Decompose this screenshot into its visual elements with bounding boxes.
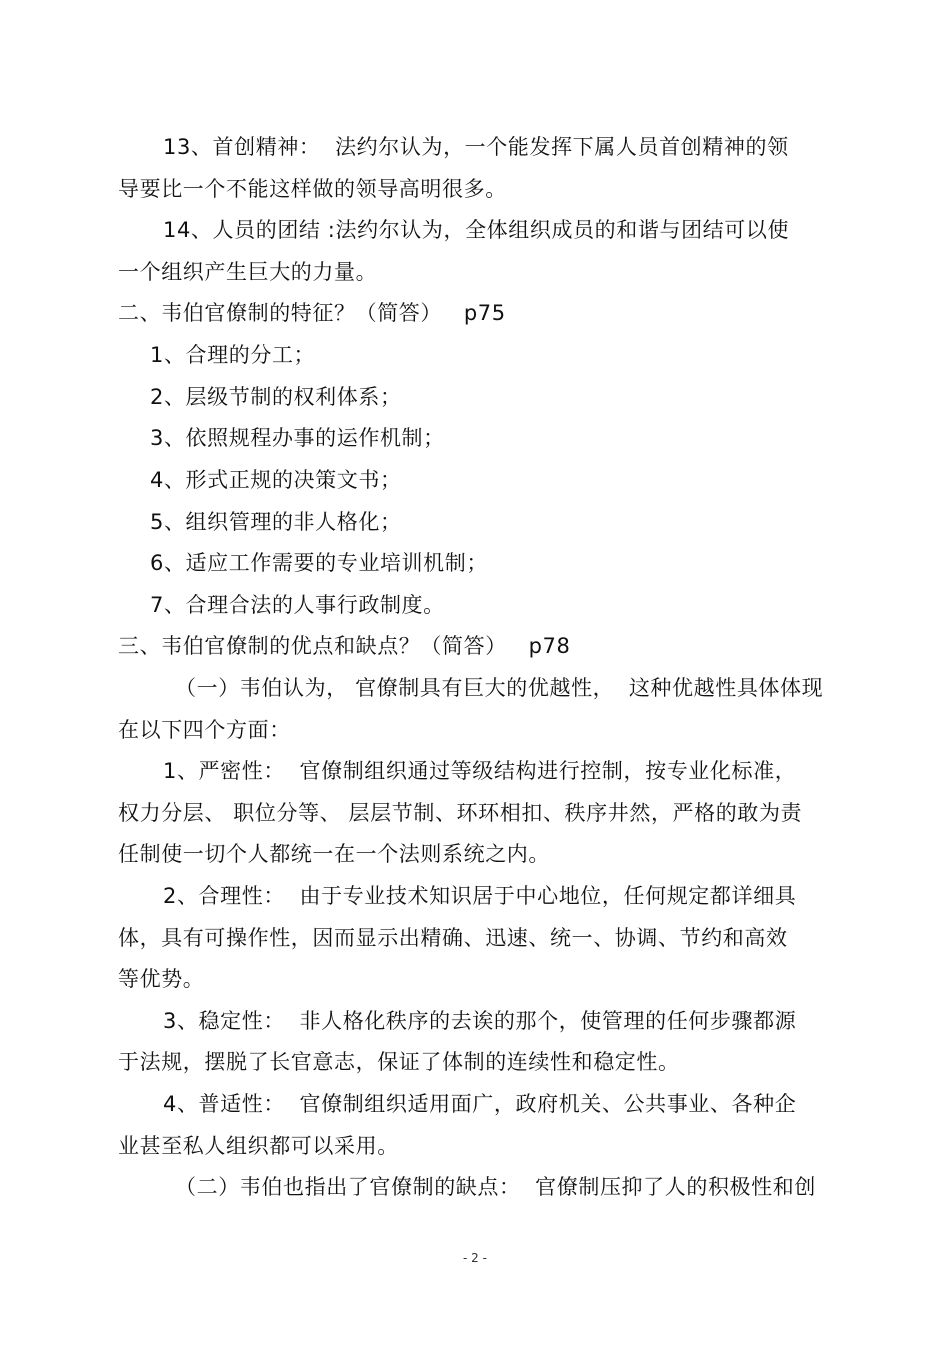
paragraph-line: （二）韦伯也指出了官僚制的缺点： 官僚制压抑了人的积极性和创: [175, 1175, 816, 1199]
list-item: 4、形式正规的决策文书；: [150, 468, 402, 492]
section-heading: 二、韦伯官僚制的特征？（简答） p75: [118, 301, 506, 325]
paragraph-line: 于法规，摆脱了长官意志，保证了体制的连续性和稳定性。: [118, 1050, 680, 1074]
paragraph-line: 4、普适性： 官僚制组织适用面广，政府机关、公共事业、各种企: [163, 1092, 797, 1116]
paragraph-line: 业甚至私人组织都可以采用。: [118, 1134, 399, 1158]
list-item: 3、依照规程办事的运作机制；: [150, 426, 445, 450]
paragraph-line: 14、人员的团结 :法约尔认为，全体组织成员的和谐与团结可以使: [163, 218, 790, 242]
paragraph-line: 在以下四个方面：: [118, 718, 291, 742]
list-item: 1、合理的分工；: [150, 343, 316, 367]
paragraph-line: 13、首创精神： 法约尔认为，一个能发挥下属人员首创精神的领: [163, 135, 789, 159]
paragraph-line: （一）韦伯认为， 官僚制具有巨大的优越性， 这种优越性具体体现: [175, 676, 824, 700]
paragraph-line: 体，具有可操作性，因而显示出精确、迅速、统一、协调、节约和高效: [118, 926, 788, 950]
list-item: 6、适应工作需要的专业培训机制；: [150, 551, 488, 575]
paragraph-line: 权力分层、 职位分等、 层层节制、环环相扣、秩序井然，严格的敢为责: [118, 801, 803, 825]
paragraph-line: 2、合理性： 由于专业技术知识居于中心地位，任何规定都详细具: [163, 884, 797, 908]
list-item: 2、层级节制的权利体系；: [150, 385, 402, 409]
paragraph-line: 导要比一个不能这样做的领导高明很多。: [118, 177, 507, 201]
list-item: 5、组织管理的非人格化；: [150, 510, 402, 534]
section-heading: 三、韦伯官僚制的优点和缺点？（简答） p78: [118, 634, 571, 658]
page-number: - 2 -: [463, 1251, 487, 1265]
paragraph-line: 3、稳定性： 非人格化秩序的去诶的那个，使管理的任何步骤都源: [163, 1009, 797, 1033]
list-item: 7、合理合法的人事行政制度。: [150, 593, 445, 617]
paragraph-line: 一个组织产生巨大的力量。: [118, 260, 378, 284]
paragraph-line: 1、严密性： 官僚制组织通过等级结构进行控制，按专业化标准，: [163, 759, 797, 783]
paragraph-line: 任制使一切个人都统一在一个法则系统之内。: [118, 842, 550, 866]
paragraph-line: 等优势。: [118, 967, 205, 991]
